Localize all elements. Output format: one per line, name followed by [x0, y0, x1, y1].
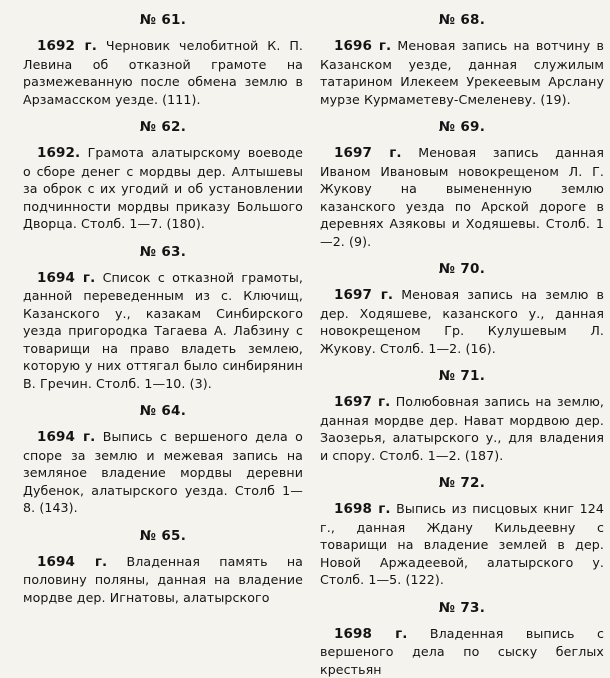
entry-year: 1697 г.	[334, 287, 393, 303]
entry-body: Полюбовная запись на землю, данная мордве дер. Нават мордвою дер. Заозерья, алатырского у., для владения и спору. Столб. 1—2. (187).	[320, 394, 604, 463]
entry-number: № 63.	[23, 244, 303, 261]
entry-year: 1698 г.	[334, 501, 391, 517]
entry-number: № 70.	[320, 261, 604, 278]
entry-number: № 72.	[320, 475, 604, 492]
entry-text	[23, 269, 303, 393]
entry-text	[23, 428, 303, 517]
entry-year: 1694 г.	[37, 429, 95, 445]
entry-year: 1692.	[37, 145, 80, 161]
entry-number: № 71.	[320, 368, 604, 385]
left-column	[23, 0, 303, 604]
entry-body: Черновик челобитной К. П. Левина об отказной грамоте на размежеванную после обмена землю в Арзамасском уезде. (111).	[23, 38, 303, 107]
entry-number: № 64.	[23, 403, 303, 420]
entry-year: 1697 г.	[334, 145, 402, 161]
entry-body: Список с отказной грамоты, данной переведенным из с. Ключищ, Казанского у., казакам Синбирского уезда пригородка Тагаева А. Лабзину с товарищи на право владеть землею, которую у них оттягал было синбирянин В. Гречин. Столб. 1—10. (3).	[23, 270, 303, 391]
entry-text	[320, 500, 604, 589]
entry-year: 1697 г.	[334, 394, 390, 410]
entry-text	[23, 37, 303, 108]
entry-body: Меновая запись на землю в дер. Ходяшеве, казанского у., данная новокрещеном Гр. Кулушевым Л. Жукову. Столб. 1—2. (16).	[320, 287, 604, 356]
entry-text	[320, 144, 604, 250]
entry-number: № 69.	[320, 119, 604, 136]
entry-number: № 73.	[320, 600, 604, 617]
entry-year: 1694 г.	[37, 270, 95, 286]
entry-text	[23, 553, 303, 607]
entry-year: 1698 г.	[334, 626, 407, 642]
entry-number: № 68.	[320, 12, 604, 29]
entry-number: № 62.	[23, 119, 303, 136]
entry-year: 1694 г.	[37, 554, 107, 570]
entry-body: Грамота алатырскому воеводе о сборе денег с мордвы дер. Алтышевы за оброк с их угодий и об установлении подчинности мордвы приказу Большого Дворца. Столб. 1—7. (180).	[23, 145, 303, 231]
entry-body: Владенная выпись с вершеного дела по сыску беглых крестьян	[320, 626, 604, 677]
entry-year: 1692 г.	[37, 38, 97, 54]
entry-body: Меновая запись на вотчину в Казанском уезде, данная служилым татарином Илекеем Урекеевым Арслану мурзе Курмаметеву-Смеленеву. (19).	[320, 38, 604, 107]
entry-number: № 65.	[23, 528, 303, 545]
entry-body: Владенная память на половину поляны, данная на владение мордве дер. Игнатовы, алатырского	[23, 554, 303, 605]
entry-text	[320, 393, 604, 464]
entry-text	[320, 286, 604, 357]
entry-number: № 61.	[23, 12, 303, 29]
entry-body: Выпись с вершеного дела о споре за землю и межевая запись на земляное владение мордвы деревни Дубенок, алатырского уезда. Столб 1—8. (143).	[23, 429, 303, 515]
entry-year: 1696 г.	[334, 38, 391, 54]
right-column	[320, 0, 604, 604]
entry-body: Выпись из писцовых книг 124 г., данная Ждану Кильдеевну с товарищи на владение землей в дер. Новой Аржадеевой, алатырского у. Столб. 1—5. (122).	[320, 501, 604, 587]
entry-text	[320, 625, 604, 678]
entry-text	[320, 37, 604, 108]
entry-body: Меновая запись данная Иваном Ивановым новокрещеном Л. Г. Жукову на вымененную землю казанского уезда по Арской дороге в деревнях Азяковы и Ходяшевы. Столб. 1—2. (9).	[320, 145, 604, 249]
entry-text	[23, 144, 303, 233]
